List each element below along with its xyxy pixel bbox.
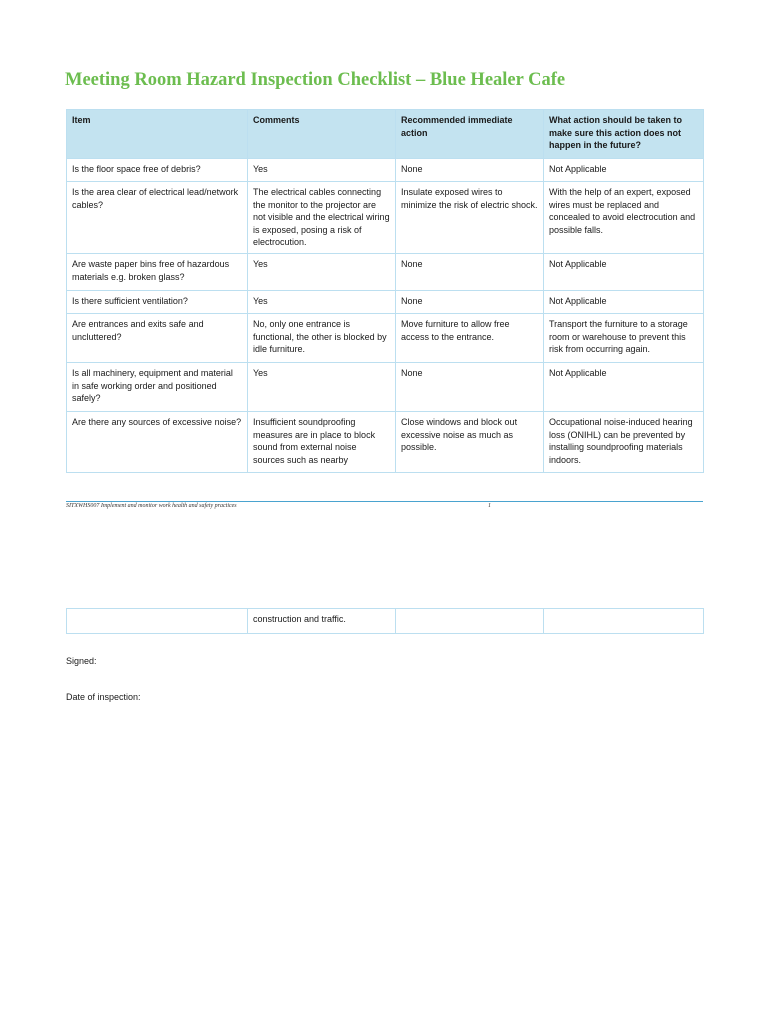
cell-recommended: None: [396, 159, 544, 182]
cell-future-action: Not Applicable: [544, 362, 704, 411]
signed-label: Signed:: [66, 656, 97, 666]
cell-comments: Yes: [248, 362, 396, 411]
table-row: [67, 313, 704, 362]
cell-future-action: Transport the furniture to a storage room or warehouse to prevent this risk from occurring again.: [544, 313, 704, 362]
cell-item: Are there any sources of excessive noise?: [67, 411, 248, 472]
cell-future-action: With the help of an expert, exposed wires must be replaced and concealed to avoid electrocution and possible falls.: [544, 182, 704, 254]
document-title: Meeting Room Hazard Inspection Checklist – Blue Healer Cafe: [65, 70, 566, 90]
cell-future-action: Not Applicable: [544, 159, 704, 182]
header-future-action: What action should be taken to make sure this action does not happen in the future?: [544, 110, 704, 159]
continued-table: [66, 608, 704, 634]
cell-comments: Yes: [248, 290, 396, 313]
cell-item: Is all machinery, equipment and material in safe working order and positioned safely?: [67, 362, 248, 411]
cell-future-action: Not Applicable: [544, 253, 704, 290]
header-comments: Comments: [248, 110, 396, 159]
table-row: [67, 182, 704, 254]
cell-recommended: Close windows and block out excessive noise as much as possible.: [396, 411, 544, 472]
cell-comments: construction and traffic.: [248, 609, 396, 634]
footer-page-number: 1: [488, 503, 491, 509]
cell-recommended: None: [396, 362, 544, 411]
table-row: [67, 290, 704, 313]
cell-recommended: None: [396, 253, 544, 290]
cell-future-action: [544, 609, 704, 634]
date-of-inspection-label: Date of inspection:: [66, 692, 141, 702]
cell-recommended: [396, 609, 544, 634]
cell-item: [67, 609, 248, 634]
footer-unit-text: SITXWHS007 Implement and monitor work health and safety practices: [66, 503, 237, 509]
table-row: [67, 253, 704, 290]
table-row: [67, 362, 704, 411]
cell-comments: Yes: [248, 253, 396, 290]
cell-item: Is the floor space free of debris?: [67, 159, 248, 182]
cell-recommended: None: [396, 290, 544, 313]
cell-comments: The electrical cables connecting the monitor to the projector are not visible and the electrical wiring is exposed, posing a risk of electrocution.: [248, 182, 396, 254]
header-recommended-action: Recommended immediate action: [396, 110, 544, 159]
table-row: [67, 609, 704, 634]
cell-comments: No, only one entrance is functional, the other is blocked by idle furniture.: [248, 313, 396, 362]
table-row: [67, 411, 704, 472]
table-row: [67, 159, 704, 182]
table-header-row: [67, 110, 704, 159]
cell-recommended: Move furniture to allow free access to the entrance.: [396, 313, 544, 362]
cell-comments: Yes: [248, 159, 396, 182]
cell-item: Is the area clear of electrical lead/network cables?: [67, 182, 248, 254]
cell-recommended: Insulate exposed wires to minimize the risk of electric shock.: [396, 182, 544, 254]
cell-future-action: Not Applicable: [544, 290, 704, 313]
inspection-checklist-table: [66, 109, 704, 473]
cell-item: Are entrances and exits safe and uncluttered?: [67, 313, 248, 362]
header-item: Item: [67, 110, 248, 159]
cell-comments: Insufficient soundproofing measures are in place to block sound from external noise sources such as nearby: [248, 411, 396, 472]
cell-item: Are waste paper bins free of hazardous materials e.g. broken glass?: [67, 253, 248, 290]
cell-item: Is there sufficient ventilation?: [67, 290, 248, 313]
cell-future-action: Occupational noise-induced hearing loss (ONIHL) can be prevented by installing soundproofing materials indoors.: [544, 411, 704, 472]
footer-divider: [66, 501, 703, 502]
